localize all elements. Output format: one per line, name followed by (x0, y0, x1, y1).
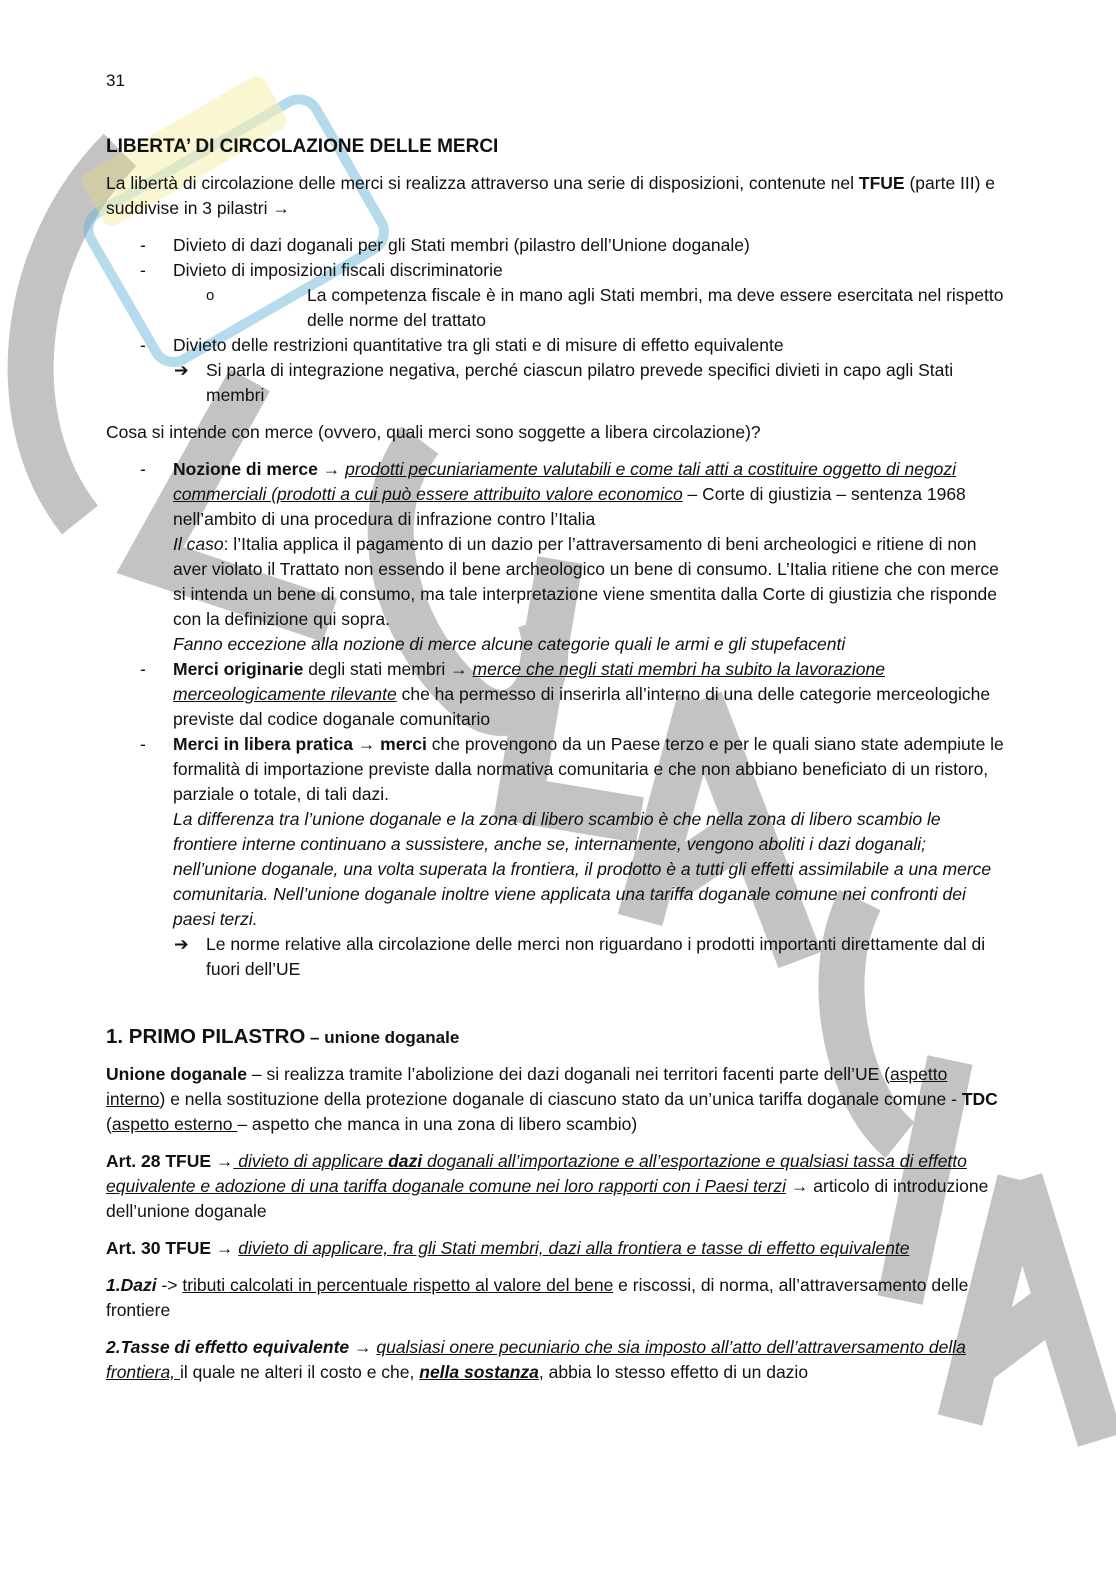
list-item-sub: o La competenza fiscale è in mano agli Stati membri, ma deve essere esercitata nel rispetto delle norme del trattato (206, 285, 1004, 330)
document-body (106, 64, 1006, 1397)
list-item: - Divieto delle restrizioni quantitative tra gli stati e di misure di effetto equivalente (106, 333, 1006, 358)
intro-paragraph: La libertà di circolazione delle merci si realizza attraverso una serie di disposizioni, contenute nel TFUE (parte III) e suddivise in 3 pilastri → (106, 173, 996, 218)
page-title: LIBERTA’ DI CIRCOLAZIONE DELLE MERCI (106, 136, 499, 157)
list-item-libera-pratica: - Merci in libera pratica → merci che provengono da un Paese terzo e per le quali siano state adempiute le formalità di importazione previste dalla normativa comunitaria e che non abbiano beneficiato di un ristoro, parziale o totale, di tali dazi. La differenza tra l’unione doganale e la zona di libero scambio è che nella zona di libero scambio le frontiere interne continuano a sussistere, anche se, internamente, vengono aboliti i dazi doganali; nell’unione doganale, una volta superata la frontiera, il prodotto è a tutti gli effetti assimilabile a una merce comunitaria. Nell’unione doganale inoltre viene applicata una tariffa doganale comune nei confronti dei paesi terzi. (106, 732, 1006, 932)
pillars-list (106, 233, 1006, 408)
list-item: - Divieto di imposizioni fiscali discriminatorie (106, 258, 1006, 283)
page-number: 31 (106, 71, 125, 90)
list-item-originarie: - Merci originarie degli stati membri → merce che negli stati membri ha subito la lavorazione merceologicamente rilevante che ha permesso di inserirla all’interno di una delle categorie merceologiche previste dal codice doganale comunitario (106, 657, 1006, 732)
art28-paragraph: Art. 28 TFUE → divieto di applicare dazi doganali all’importazione e all’esportazione e qualsiasi tassa di effetto equivalente e adozione di una tariffa doganale comune nei loro rapporti con i Paesi terzi → articolo di introduzione dell’unione doganale (106, 1151, 989, 1221)
unione-paragraph: Unione doganale – si realizza tramite l’abolizione dei dazi doganali nei territori facenti parte dell’UE (aspetto interno) e nella sostituzione della protezione doganale di ciascuno stato da un’unica tariffa doganale comune - TDC (aspetto esterno – aspetto che manca in una zona di libero scambio) (106, 1064, 998, 1134)
tasse-paragraph: 2.Tasse di effetto equivalente → qualsiasi onere pecuniario che sia imposto all’atto dell’attraversamento della frontiera, il quale ne alteri il costo e che, nella sostanza, abbia lo stesso effetto di un dazio (106, 1337, 966, 1382)
section-heading: 1. PRIMO PILASTRO – unione doganale (106, 1025, 460, 1048)
list-item: - Divieto di dazi doganali per gli Stati membri (pilastro dell’Unione doganale) (106, 233, 1006, 258)
list-item-arrow: ➔ Le norme relative alla circolazione delle merci non riguardano i prodotti importanti direttamente dal di fuori dell’UE (174, 934, 986, 979)
list-item-arrow: ➔ Si parla di integrazione negativa, perché ciascun pilatro prevede specifici divieti in capo agli Stati membri (174, 360, 954, 405)
dazi-paragraph: 1.Dazi -> tributi calcolati in percentuale rispetto al valore del bene e riscossi, di norma, all’attraversamento delle frontiere (106, 1275, 969, 1320)
list-item-nozione: - Nozione di merce → prodotti pecuniariamente valutabili e come tali atti a costituire oggetto di negozi commerciali (prodotti a cui può essere attribuito valore economico – Corte di giustizia – sentenza 1968 nell’ambito di una procedura di infrazione contro l’Italia Il caso: l’Italia applica il pagamento di un dazio per l’attraversamento di beni archeologici e ritiene di non aver violato il Trattato non essendo il bene archeologico un bene di consumo. L’Italia ritiene che con merce si intenda un bene di consumo, ma tale interpretazione viene smentita dalla Corte di giustizia che risponde con la definizione qui sopra. Fanno eccezione alla nozione di merce alcune categorie quali le armi e gli stupefacenti (106, 457, 1006, 657)
arrow-icon: ➔ (174, 360, 189, 380)
arrow-icon: ➔ (174, 934, 189, 954)
merce-list (106, 457, 1006, 982)
bullet-circle-icon: o (206, 287, 215, 304)
question-paragraph: Cosa si intende con merce (ovvero, quali merci sono soggette a libera circolazione)? (106, 422, 761, 442)
art30-paragraph: Art. 30 TFUE → divieto di applicare, fra gli Stati membri, dazi alla frontiera e tasse di effetto equivalente (106, 1238, 910, 1258)
